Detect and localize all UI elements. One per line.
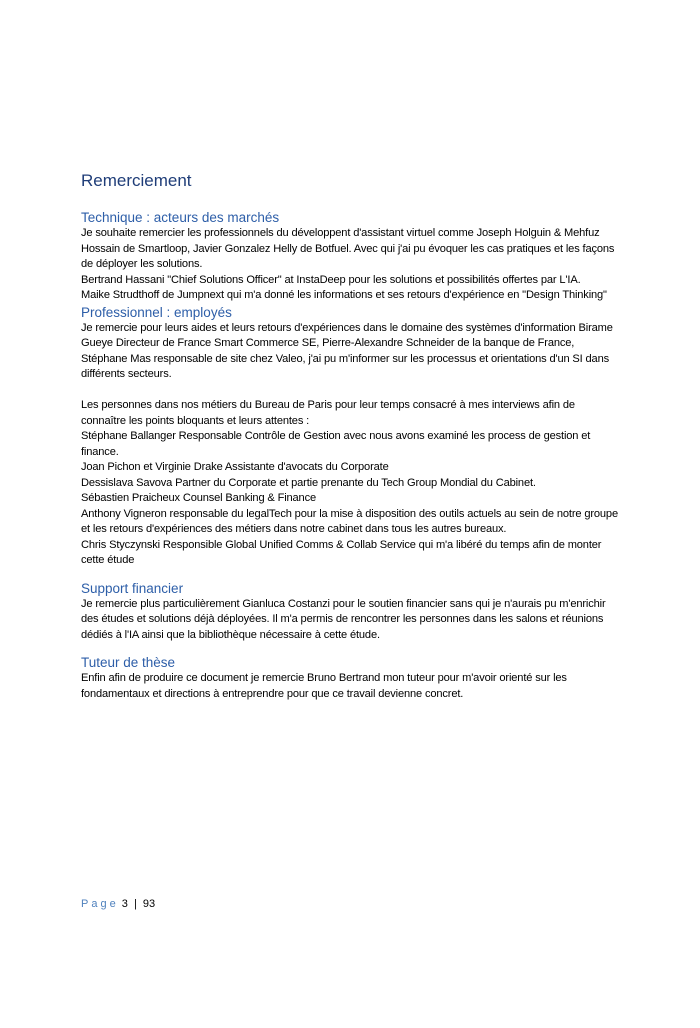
- section-heading-technique: Technique : acteurs des marchés: [81, 210, 280, 225]
- page-title: Remerciement: [81, 171, 192, 190]
- section-heading-support-financier: Support financier: [81, 580, 184, 596]
- paragraph: Bertrand Hassani "Chief Solutions Officer" at InstaDeep pour les solutions et possibilités offertes par L'IA.: [81, 273, 581, 286]
- page-footer: [81, 896, 155, 912]
- paragraph: Les personnes dans nos métiers du Bureau de Paris pour leur temps consacré à mes interviews afin de connaître les points bloquants et leurs attentes :: [81, 399, 575, 427]
- spacer: [81, 643, 621, 654]
- paragraph: Stéphane Ballanger Responsable Contrôle de Gestion avec nous avons examiné les process de gestion et finance.: [81, 430, 591, 458]
- paragraph: Sébastien Praicheux Counsel Banking & Finance: [81, 492, 316, 504]
- blank-line: [81, 383, 621, 399]
- paragraph: Joan Pichon et Virginie Drake Assistante d'avocats du Corporate: [81, 461, 389, 473]
- section-heading-professionnel: Professionnel : employés: [81, 304, 232, 320]
- footer-page-label: Page: [81, 898, 119, 910]
- footer-page-number: 3: [121, 898, 128, 910]
- paragraph: Je remercie plus particulièrement Gianluca Costanzi pour le soutien financier sans qui je n'aurais pu m'enrichir des études et solutions déjà déployées. Il m'a permis de rencontrer les personnes dans les salons et réunions dédiés à l'IA ainsi que la bibliothèque nécessaire à cette étude.: [81, 597, 606, 641]
- footer-separator: |: [133, 898, 137, 910]
- paragraph: Anthony Vigneron responsable du legalTech pour la mise à disposition des outils actuels au sein de notre groupe et les retours d'expériences des métiers dans notre cabinet dans tous les autres bureaux.: [81, 507, 618, 535]
- paragraph: Enfin afin de produire ce document je remercie Bruno Bertrand mon tuteur pour m'avoir orienté sur les fondamentaux et directions à entreprendre pour que ce travail devienne concret.: [81, 672, 567, 700]
- paragraph: Chris Styczynski Responsible Global Unified Comms & Collab Service qui m'a libéré du temps afin de monter cette étude: [81, 538, 602, 566]
- paragraph: Maike Strudthoff de Jumpnext qui m'a donné les informations et ses retours d'expérience en "Design Thinking": [81, 289, 607, 301]
- paragraph: Je souhaite remercier les professionnels du développent d'assistant virtuel comme Joseph Holguin & Mehfuz Hossain de Smartloop, Javier Gonzalez Helly de Botfuel. Avec qui j'ai pu évoquer les cas pratiques et les façons de déployer les solutions.: [81, 227, 615, 270]
- paragraph: Dessislava Savova Partner du Corporate et partie prenante du Tech Group Mondial du Cabinet.: [81, 476, 536, 489]
- footer-total-pages: 93: [142, 898, 156, 910]
- section-heading-tuteur: Tuteur de thèse: [81, 655, 176, 670]
- paragraph: Je remercie pour leurs aides et leurs retours d'expériences dans le domaine des systèmes d'information Birame Gueye Directeur de France Smart Commerce SE, Pierre-Alexandre Schneider de la banque de France, Stéphane Mas responsable de site chez Valeo, j'ai pu m'informer sur les processus et orientations d'un SI dans différents secteurs.: [81, 321, 613, 380]
- spacer: [81, 569, 621, 580]
- page-content: [81, 170, 621, 702]
